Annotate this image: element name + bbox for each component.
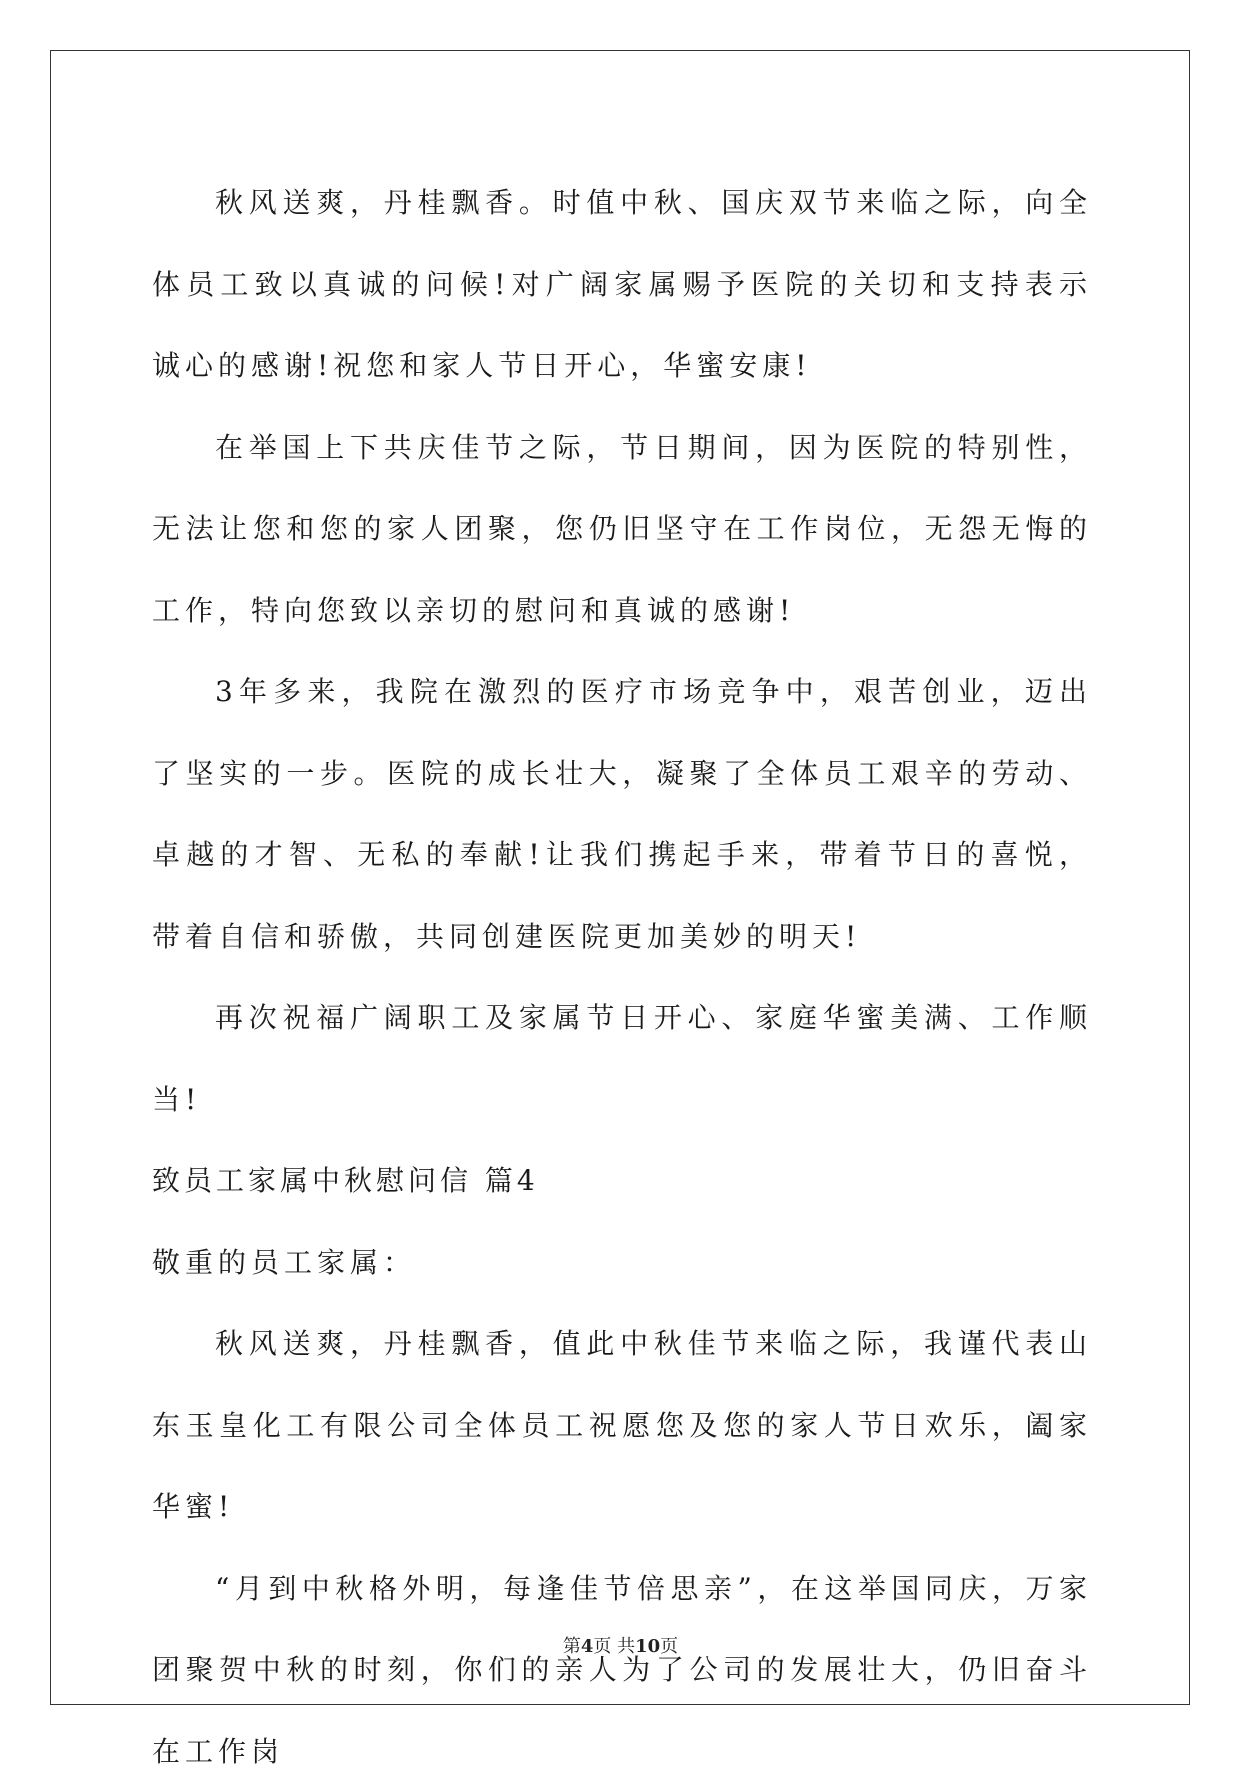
section-title: 致员工家属中秋慰问信 篇4 bbox=[152, 1140, 1092, 1222]
paragraph-greeting-2: 秋风送爽，丹桂飘香，值此中秋佳节来临之际，我谨代表山东玉皇化工有限公司全体员工祝愿您及您的家人节日欢乐，阖家华蜜! bbox=[152, 1303, 1092, 1548]
paragraph-wishes: 再次祝福广阔职工及家属节日开心、家庭华蜜美满、工作顺当! bbox=[152, 977, 1092, 1140]
footer-prefix: 第 bbox=[563, 1636, 581, 1657]
page-footer bbox=[0, 1632, 1241, 1658]
paragraph-history: 3年多来，我院在激烈的医疗市场竞争中，艰苦创业，迈出了坚实的一步。医院的成长壮大，凝聚了全体员工艰辛的劳动、卓越的才智、无私的奉献!让我们携起手来，带着节日的喜悦，带着自信和骄傲，共同创建医院更加美妙的明天! bbox=[152, 651, 1092, 977]
paragraph-thanks: 在举国上下共庆佳节之际，节日期间，因为医院的特别性，无法让您和您的家人团聚，您仍旧坚守在工作岗位，无怨无悔的工作，特向您致以亲切的慰问和真诚的感谢! bbox=[152, 407, 1092, 652]
paragraph-quote: “月到中秋格外明，每逢佳节倍思亲”，在这举国同庆，万家团聚贺中秋的时刻，你们的亲人为了公司的发展壮大，仍旧奋斗在工作岗 bbox=[152, 1548, 1092, 1792]
footer-middle: 页 共 bbox=[593, 1636, 635, 1657]
paragraph-greeting: 秋风送爽，丹桂飘香。时值中秋、国庆双节来临之际，向全体员工致以真诚的问候!对广阔家属赐予医院的关切和支持表示诚心的感谢!祝您和家人节日开心，华蜜安康! bbox=[152, 162, 1092, 407]
document-body bbox=[152, 162, 1092, 1792]
total-page-number: 10 bbox=[635, 1636, 660, 1657]
current-page-number: 4 bbox=[581, 1636, 594, 1657]
footer-suffix: 页 bbox=[660, 1636, 678, 1657]
salutation: 敬重的员工家属： bbox=[152, 1222, 1092, 1304]
